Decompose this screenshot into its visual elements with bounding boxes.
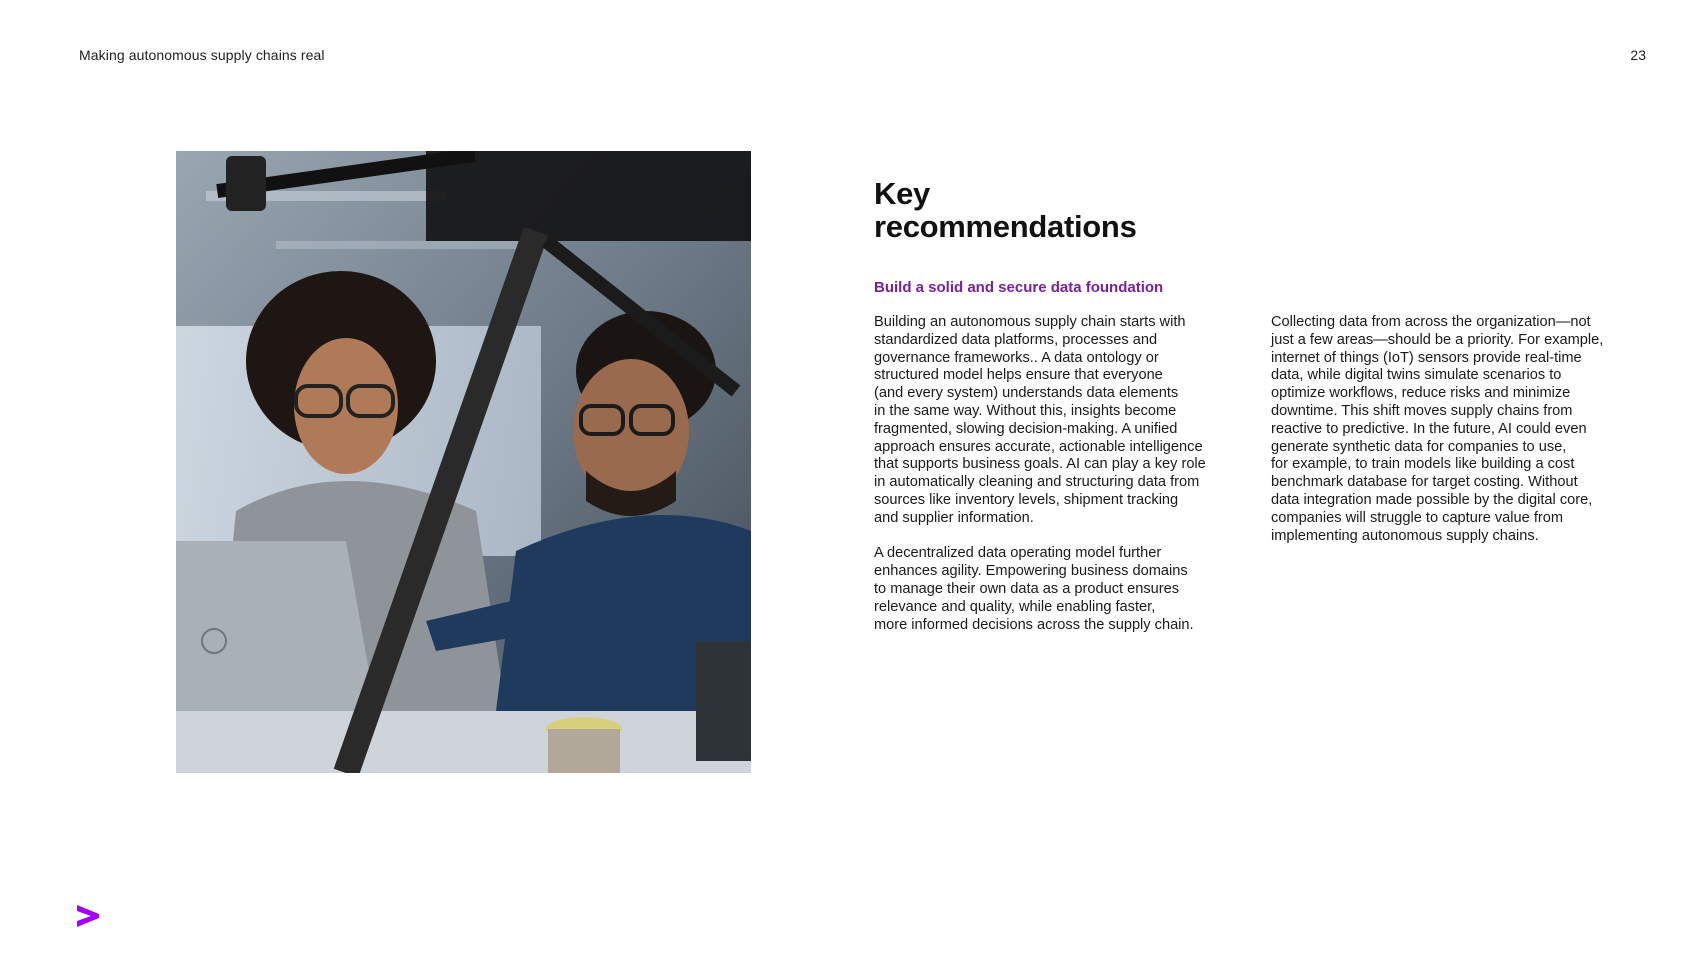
page-number: 23 (1630, 47, 1646, 63)
section-subheading: Build a solid and secure data foundation (874, 279, 1164, 296)
body-column-right (1271, 314, 1646, 563)
photo-illustration (176, 151, 751, 773)
accenture-greater-than-icon (75, 904, 101, 928)
running-header-title: Making autonomous supply chains real (79, 47, 325, 63)
heading-line-1: Key (874, 176, 930, 211)
heading-line-2: recommendations (874, 209, 1137, 244)
paragraph: Collecting data from across the organization—not just a few areas—should be a priority. For example, internet of things (IoT) sensors provide real-time data, while digital twins simulate scenarios to optimize workflows, reduce risks and minimize downtime. This shift moves supply chains from reactive to predictive. In the future, AI could even generate synthetic data for companies to use, for example, to train models like building a cost benchmark database for target costing. Without data integration made possible by the digital core, companies will struggle to capture value from implementing autonomous supply chains. (1271, 314, 1604, 544)
hero-photo (176, 151, 751, 773)
body-column-left (874, 314, 1244, 652)
paragraph: A decentralized data operating model further enhances agility. Empowering business domains to manage their own data as a product ensures relevance and quality, while enabling faster, more informed decisions across the supply chain. (874, 545, 1194, 633)
paragraph: Building an autonomous supply chain starts with standardized data platforms, processes and governance frameworks.. A data ontology or structured model helps ensure that everyone (and every system) understands data elements in the same way. Without this, insights become fragmented, slowing decision-making. A unified approach ensures accurate, actionable intelligence that supports business goals. AI can play a key role in automatically cleaning and structuring data from sources like inventory levels, shipment tracking and supplier information. (874, 314, 1206, 526)
section-heading (874, 177, 1254, 243)
